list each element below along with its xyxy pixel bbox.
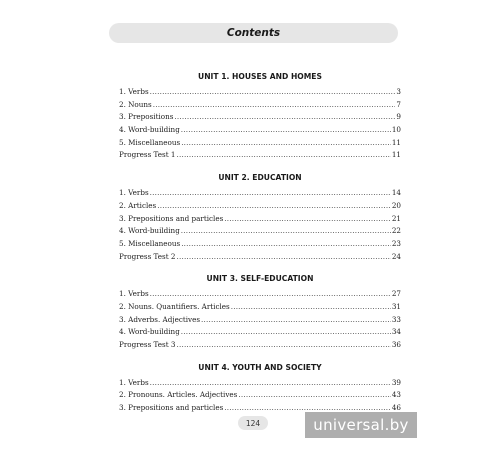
entry-label: 2. Nouns. Quantifiers. Articles	[119, 301, 230, 311]
unit-section	[119, 72, 401, 162]
unit-section	[119, 274, 401, 351]
unit-title: UNIT 4. YOUTH AND SOCIETY	[198, 362, 322, 372]
toc-entry	[119, 339, 401, 352]
entry-label: 2. Pronouns. Articles. Adjectives	[119, 390, 238, 400]
entry-label: 3. Prepositions	[119, 112, 174, 122]
entry-label: 1. Verbs	[119, 87, 149, 96]
toc-entry	[119, 187, 401, 200]
entry-page-number: 23	[391, 238, 401, 248]
entry-label: 3. Prepositions and particles	[119, 403, 224, 413]
toc-entry	[119, 251, 401, 264]
page-number-badge	[238, 416, 268, 430]
entry-page-number: 9	[396, 112, 401, 122]
dot-leader	[150, 187, 391, 200]
entry-label: 3. Prepositions and particles	[119, 213, 224, 223]
toc-entry	[119, 124, 401, 137]
dot-leader	[181, 238, 391, 251]
toc-entry	[119, 99, 401, 112]
toc-entry	[119, 301, 401, 314]
entry-label: 4. Word-building	[119, 327, 180, 337]
toc-entry	[119, 377, 401, 390]
watermark-text: universal.by	[313, 416, 409, 434]
entry-page-number: 7	[396, 99, 401, 109]
toc-entry	[119, 288, 401, 301]
toc-entry	[119, 200, 401, 213]
entry-page-number: 36	[391, 340, 401, 349]
entry-page-number: 11	[391, 137, 401, 147]
unit-title: UNIT 3. SELF-EDUCATION	[206, 274, 314, 284]
entry-page-number: 20	[391, 200, 401, 210]
entry-page-number: 33	[391, 314, 401, 324]
dot-leader	[181, 137, 391, 150]
entry-page-number: 31	[391, 301, 401, 311]
entry-page-number: 11	[391, 150, 401, 160]
dot-leader	[150, 86, 396, 99]
entry-label: 4. Word-building	[119, 226, 180, 236]
entry-label: 5. Miscellaneous	[119, 238, 181, 248]
dot-leader	[181, 326, 391, 339]
toc-entry	[119, 326, 401, 339]
entry-label: 1. Verbs	[119, 289, 149, 299]
watermark-logo	[305, 412, 417, 438]
table-of-contents	[119, 72, 401, 426]
entry-label: Progress Test 3	[119, 340, 176, 349]
entry-page-number: 14	[391, 188, 401, 198]
entry-label: 5. Miscellaneous	[119, 137, 181, 147]
toc-entry	[119, 238, 401, 251]
entry-page-number: 3	[396, 87, 401, 96]
entry-label: 1. Verbs	[119, 188, 149, 198]
dot-leader	[181, 124, 391, 137]
entry-label: 2. Nouns	[119, 99, 152, 109]
dot-leader	[157, 200, 391, 213]
dot-leader	[201, 314, 391, 327]
unit-section	[119, 173, 401, 263]
entry-page-number: 10	[391, 125, 401, 135]
entry-label: Progress Test 1	[119, 150, 176, 160]
toc-entry	[119, 225, 401, 238]
entry-label: 1. Verbs	[119, 377, 149, 387]
dot-leader	[153, 99, 396, 112]
dot-leader	[174, 111, 395, 124]
dot-leader	[176, 339, 390, 352]
toc-entry	[119, 389, 401, 402]
toc-entry	[119, 111, 401, 124]
toc-entry	[119, 86, 401, 99]
toc-entry	[119, 213, 401, 226]
dot-leader	[150, 288, 391, 301]
entry-page-number: 46	[391, 403, 401, 413]
unit-title: UNIT 2. EDUCATION	[218, 173, 302, 183]
dot-leader	[181, 225, 391, 238]
dot-leader	[231, 301, 391, 314]
entry-label: Progress Test 2	[119, 251, 176, 261]
toc-entry	[119, 149, 401, 162]
unit-section	[119, 363, 401, 415]
entry-page-number: 21	[391, 213, 401, 223]
dot-leader	[238, 389, 390, 402]
entry-page-number: 43	[391, 390, 401, 400]
entry-page-number: 34	[391, 327, 401, 337]
toc-entry	[119, 314, 401, 327]
entry-page-number: 22	[391, 226, 401, 236]
dot-leader	[224, 213, 391, 226]
entry-label: 4. Word-building	[119, 125, 180, 135]
entry-label: 2. Articles	[119, 200, 157, 210]
entry-page-number: 27	[391, 289, 401, 299]
page-number: 124	[245, 418, 261, 428]
dot-leader	[150, 377, 391, 390]
toc-entry	[119, 137, 401, 150]
contents-header	[109, 23, 398, 43]
entry-page-number: 24	[391, 251, 401, 261]
contents-title: Contents	[226, 27, 281, 39]
entry-page-number: 39	[391, 377, 401, 387]
entry-label: 3. Adverbs. Adjectives	[119, 314, 201, 324]
dot-leader	[176, 251, 390, 264]
unit-title: UNIT 1. HOUSES AND HOMES	[198, 72, 322, 81]
dot-leader	[176, 149, 390, 162]
